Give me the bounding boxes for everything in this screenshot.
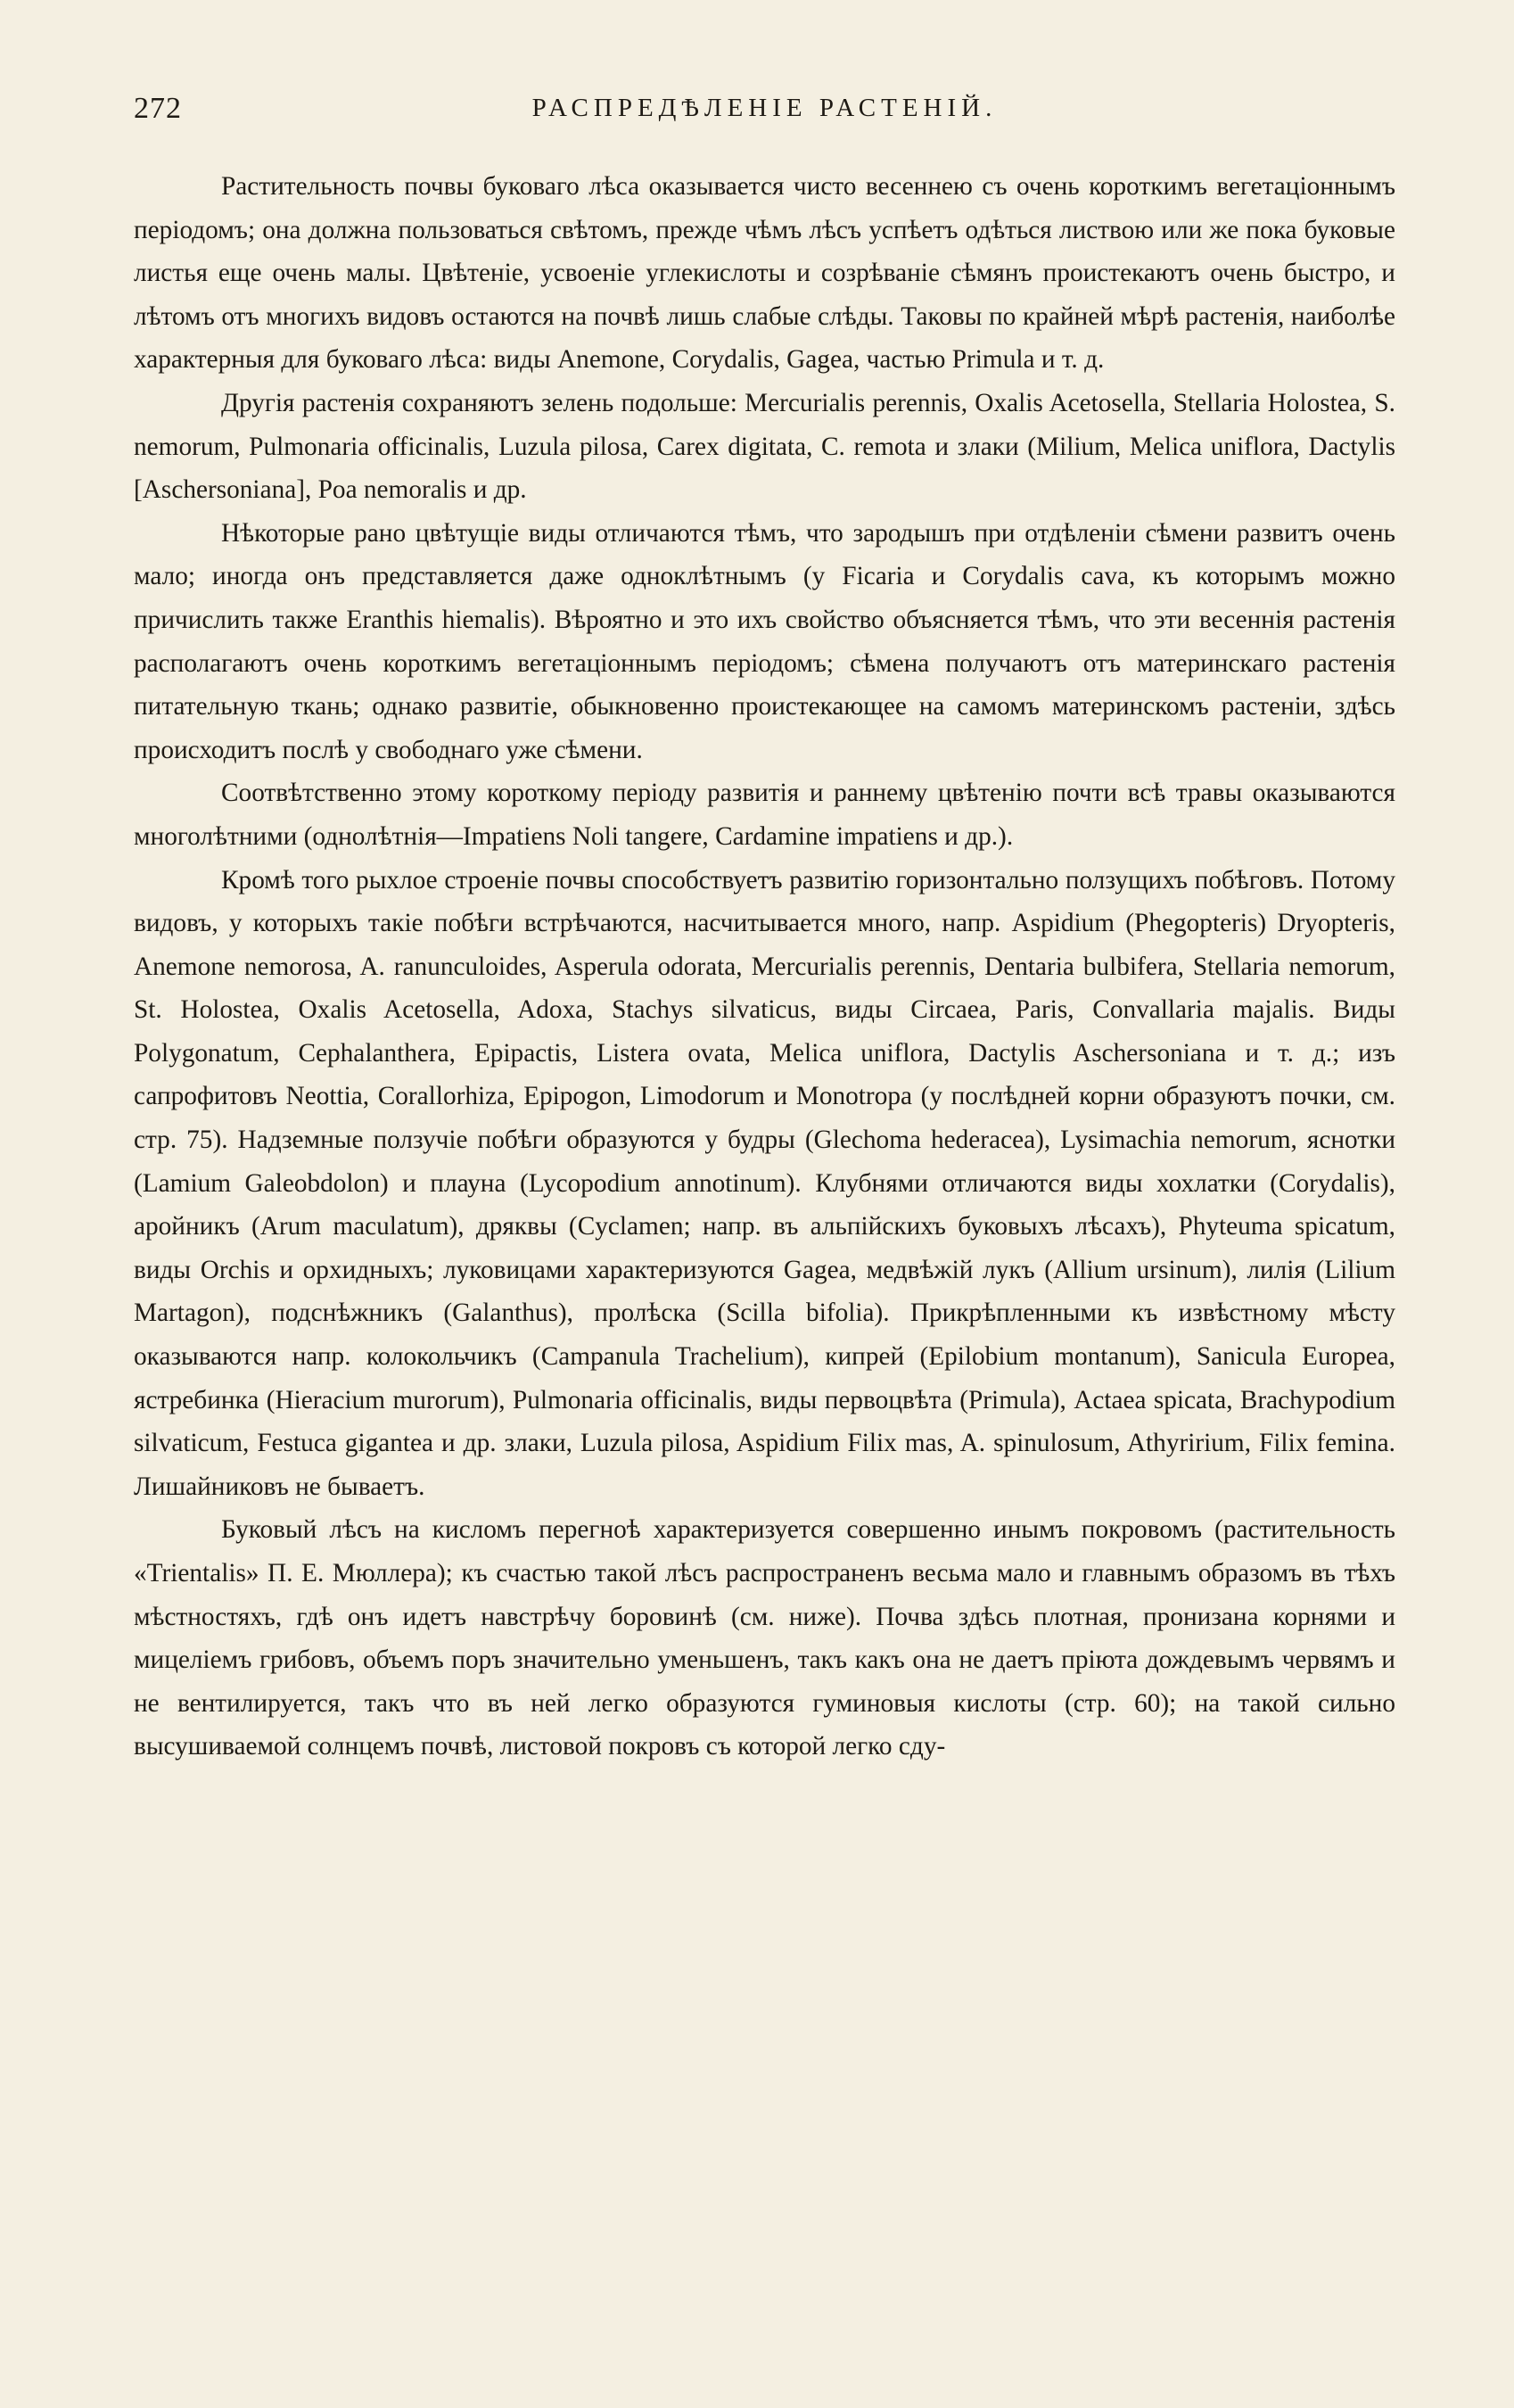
paragraph: Другія растенія сохраняютъ зелень подольше: Mercurialis perennis, Oxalis Acetosella, Stellaria Holostea, S. nemorum, Pulmonaria officinalis, Luzula pilosa, Carex digitata, C. remota и злаки (Milium, Melica uniflora, Dactylis [Aschersoniana], Poa nemoralis и др. — [134, 388, 1395, 505]
body-text — [134, 165, 1395, 1769]
paragraph: Нѣкоторые рано цвѣтущіе виды отличаются тѣмъ, что зародышъ при отдѣленіи сѣмени развитъ очень мало; иногда онъ представляется даже одноклѣтнымъ (у Ficaria и Corydalis cava, къ которымъ можно причислить также Eranthis hiemalis). Вѣроятно и это ихъ свойство объясняется тѣмъ, что эти весеннія растенія располагаютъ очень короткимъ вегетаціоннымъ періодомъ; сѣмена получаютъ отъ материнскаго растенія питательную ткань; однако развитіе, обыкновенно проистекающее на самомъ материнскомъ растеніи, здѣсь происходитъ послѣ у свободнаго уже сѣмени. — [134, 518, 1395, 764]
paragraph: Буковый лѣсъ на кисломъ перегноѣ характеризуется совершенно инымъ покровомъ (растительность «Trientalis» П. Е. Мюллера); къ счастью такой лѣсъ распространенъ весьма мало и главнымъ образомъ въ тѣхъ мѣстностяхъ, гдѣ онъ идетъ навстрѣчу боровинѣ (см. ниже). Почва здѣсь плотная, пронизана корнями и мицеліемъ грибовъ, объемъ поръ значительно уменьшенъ, такъ какъ она не даетъ пріюта дождевымъ червямъ и не вентилируется, такъ что въ ней легко образуются гуминовыя кислоты (стр. 60); на такой сильно высушиваемой солнцемъ почвѣ, листовой покровъ съ которой легко сду- — [134, 1515, 1395, 1761]
paragraph: Растительность почвы буковаго лѣса оказывается чисто весеннею съ очень короткимъ вегетаціоннымъ періодомъ; она должна пользоваться свѣтомъ, прежде чѣмъ лѣсъ успѣетъ одѣться листвою или же пока буковые листья еще очень малы. Цвѣтеніе, усвоеніе углекислоты и созрѣваніе сѣмянъ проистекаютъ очень быстро, и лѣтомъ отъ многихъ видовъ остаются на почвѣ лишь слабые слѣды. Таковы по крайней мѣрѣ растенія, наиболѣе характерныя для буковаго лѣса: виды Anemone, Corydalis, Gagea, частью Primula и т. д. — [134, 172, 1395, 375]
page-header — [134, 85, 1395, 138]
paragraph: Соотвѣтственно этому короткому періоду развитія и раннему цвѣтенію почти всѣ травы оказываются многолѣтними (однолѣтнія—Impatiens Noli tangere, Cardamine impatiens и др.). — [134, 779, 1395, 851]
paragraph: Кромѣ того рыхлое строеніе почвы способствуетъ развитію горизонтально ползущихъ побѣговъ. Потому видовъ, у которыхъ такіе побѣги встрѣчаются, насчитывается много, напр. Aspidium (Phegopteris) Dryopteris, Anemone nemorosa, A. ranunculoides, Asperula odorata, Mercurialis perennis, Dentaria bulbifera, Stellaria nemorum, St. Holostea, Oxalis Acetosella, Adoxa, Stachys silvaticus, виды Circaea, Paris, Convallaria majalis. Виды Polygonatum, Cephalanthera, Epipactis, Listera ovata, Melica uniflora, Dactylis Aschersoniana и т. д.; изъ сапрофитовъ Neottia, Corallorhiza, Epipogon, Limodorum и Monotropa (у послѣдней корни образуютъ почки, см. стр. 75). Надземные ползучіе побѣги образуются у будры (Glechoma hederacea), Lysimachia nemorum, яснотки (Lamium Galeobdolon) и плауна (Lycopodium annotinum). Клубнями отличаются виды хохлатки (Corydalis), аройникъ (Arum maculatum), дряквы (Cyclamen; напр. въ альпійскихъ буковыхъ лѣсахъ), Phyteuma spicatum, виды Orchis и орхидныхъ; луковицами характеризуются Gagea, медвѣжій лукъ (Allium ursinum), лилія (Lilium Martagon), подснѣжникъ (Galanthus), пролѣска (Scilla bifolia). Прикрѣпленными къ извѣстному мѣсту оказываются напр. колокольчикъ (Campanula Trachelium), кипрей (Epilobium montanum), Sanicula Europea, ястребинка (Hieracium murorum), Pulmonaria officinalis, виды первоцвѣта (Primula), Actaea spicata, Brachypodium silvaticum, Festuca gigantea и др. злаки, Luzula pilosa, Aspidium Filix mas, A. spinulosum, Athyririum, Filix femina. Лишайниковъ не бываетъ. — [134, 865, 1395, 1501]
page-number: 272 — [134, 92, 182, 125]
book-page — [134, 85, 1395, 2368]
running-head: РАСПРЕДѢЛЕНІЕ РАСТЕНІЙ. — [531, 94, 998, 122]
